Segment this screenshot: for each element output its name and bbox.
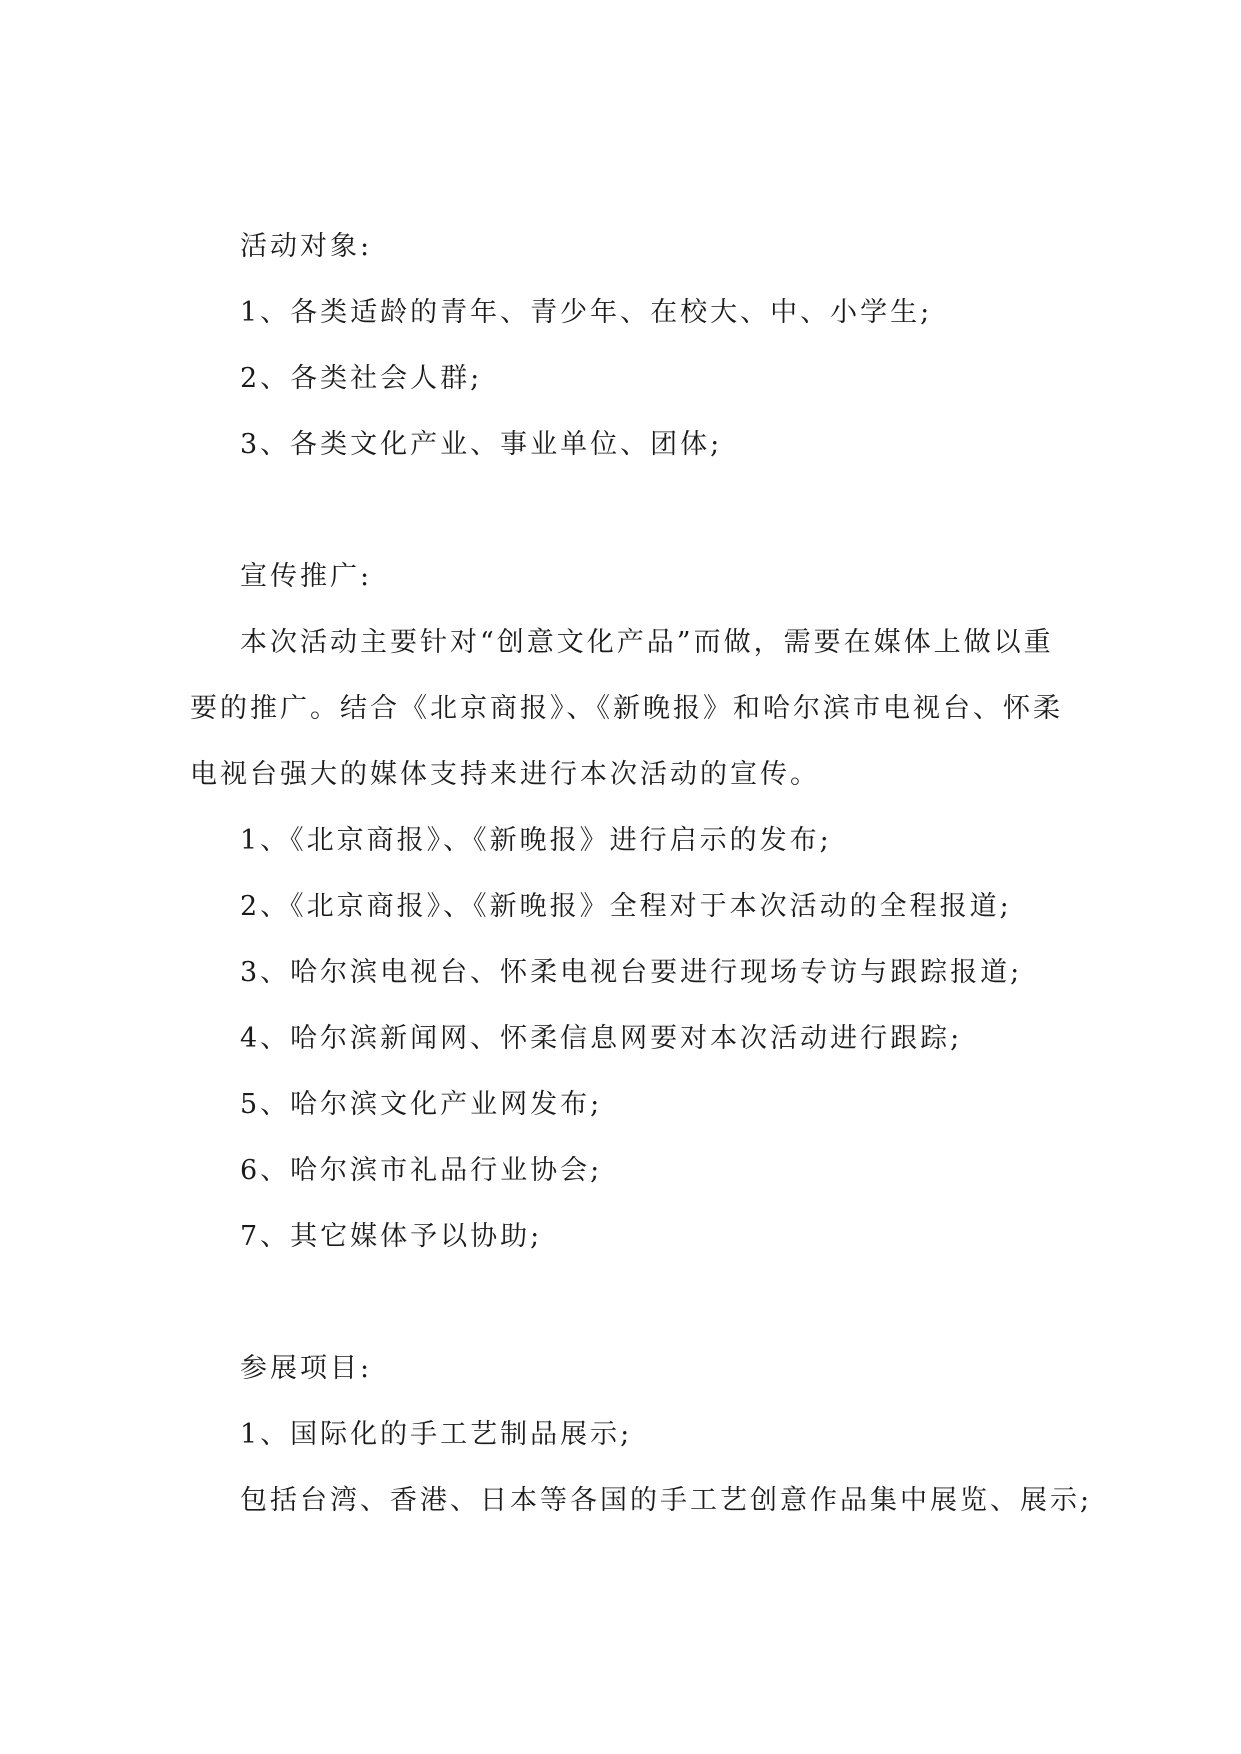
promotion-item: 6、哈尔滨市礼品行业协会;: [240, 1155, 603, 1186]
exhibits-heading: 参展项目:: [240, 1353, 373, 1384]
promotion-item: 1、《北京商报》、《新晚报》进行启示的发布;: [240, 825, 832, 856]
participants-item: 2、各类社会人群;: [240, 363, 483, 394]
promotion-paragraph-line: 电视台强大的媒体支持来进行本次活动的宣传。: [190, 759, 820, 790]
promotion-heading: 宣传推广:: [240, 561, 373, 592]
promotion-item: 2、《北京商报》、《新晚报》全程对于本次活动的全程报道;: [240, 891, 1012, 922]
promotion-paragraph-line: 要的推广。结合《北京商报》、《新晚报》和哈尔滨市电视台、怀柔: [190, 693, 1063, 724]
promotion-item: 4、哈尔滨新闻网、怀柔信息网要对本次活动进行跟踪;: [240, 1023, 963, 1054]
participants-item: 3、各类文化产业、事业单位、团体;: [240, 429, 723, 460]
exhibits-item: 1、国际化的手工艺制品展示;: [240, 1419, 633, 1450]
promotion-item: 7、其它媒体予以协助;: [240, 1221, 543, 1252]
promotion-item: 5、哈尔滨文化产业网发布;: [240, 1089, 603, 1120]
participants-item: 1、各类适龄的青年、青少年、在校大、中、小学生;: [240, 297, 933, 328]
promotion-paragraph-line: 本次活动主要针对“创意文化产品”而做，需要在媒体上做以重: [240, 627, 1054, 658]
participants-heading: 活动对象:: [240, 231, 373, 262]
exhibits-description: 包括台湾、香港、日本等各国的手工艺创意作品集中展览、展示;: [240, 1485, 1093, 1516]
promotion-item: 3、哈尔滨电视台、怀柔电视台要进行现场专访与跟踪报道;: [240, 957, 1023, 988]
